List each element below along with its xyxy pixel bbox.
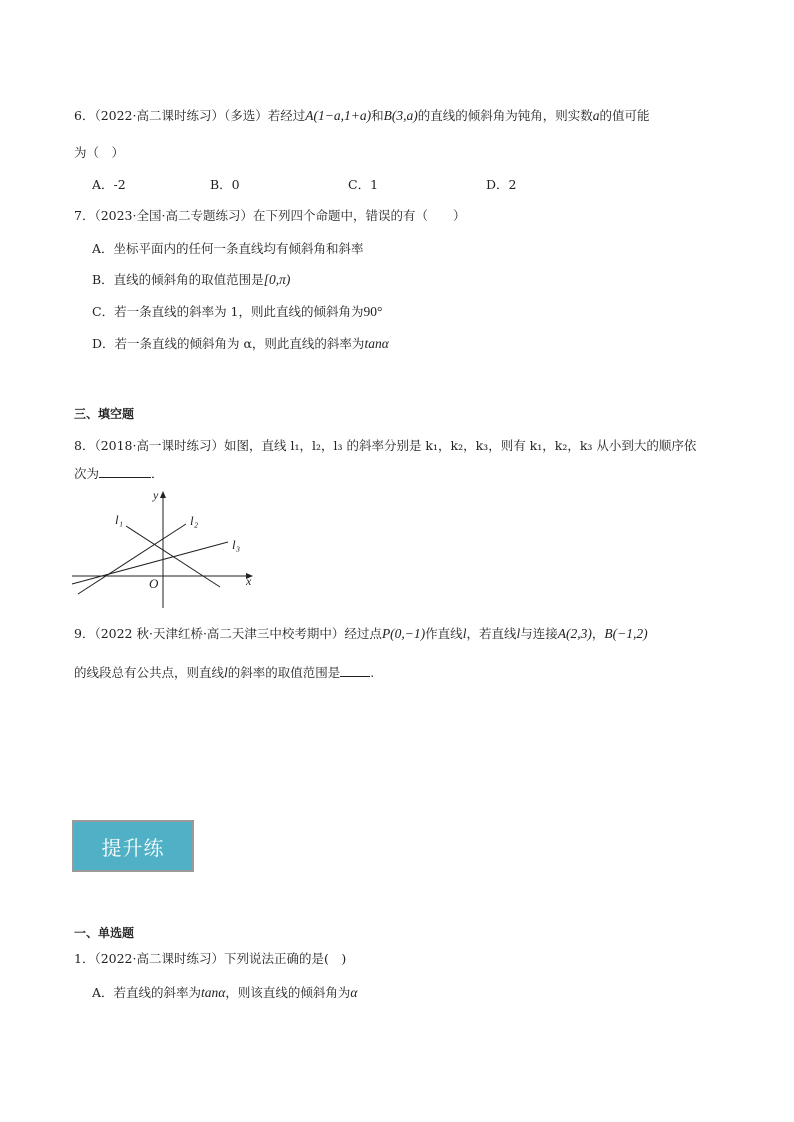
q7-option-b-text: B．直线的倾斜角的取值范围是 (92, 272, 264, 287)
q7-option-b (92, 271, 290, 289)
q6-options (92, 176, 612, 194)
q9-comma: ， (591, 626, 605, 641)
q9-point-a: A(2,3) (557, 626, 592, 641)
q6-option-c: C．1 (348, 177, 379, 192)
q9-line2 (74, 664, 374, 682)
q6-text-c: 的直线的倾斜角为钝角，则实数 (417, 108, 593, 123)
q7-option-d-text: D．若一条直线的倾斜角为 α，则此直线的斜率为 (92, 336, 365, 351)
q9-line1 (74, 625, 648, 643)
q8-line2-end: ． (151, 466, 164, 481)
answer-blank (99, 465, 151, 478)
q6-text-and: 和 (371, 108, 384, 123)
q6-var-a: a (592, 108, 600, 123)
y-axis-label: y (153, 488, 159, 502)
q9-line2-a: 的线段总有公共点，则直线 (74, 665, 225, 680)
q1-option-a-text2: ，则该直线的倾斜角为 (225, 985, 351, 1000)
q6-option-a: A．-2 (92, 177, 126, 192)
origin-label: O (149, 576, 159, 591)
q6-point-b: B(3,a) (383, 108, 418, 123)
q9-var-l2: l (516, 626, 521, 641)
q7-stem: 7．（2023·全国·高二专题练习）在下列四个命题中，错误的有（ ） (74, 208, 466, 223)
q7-option-d-math: tanα (364, 336, 389, 351)
q6-text-d: 的值可能 (599, 108, 650, 123)
q7-option-b-math: [0,π) (263, 272, 291, 287)
section-heading-fill-blank: 三、填空题 (74, 407, 135, 421)
q9-text-a: 9．（2022 秋·天津红桥·高二天津三中校考期中）经过点 (74, 626, 382, 641)
q1-option-a-math2: α (350, 985, 358, 1000)
q6-option-b: B．0 (210, 177, 240, 192)
q1-option-a-math1: tanα (201, 985, 226, 1000)
l3-label: l₃ (232, 537, 241, 552)
q9-point-p: P(0,−1) (381, 626, 426, 641)
q7-option-c-math: 90° (363, 304, 383, 319)
q8-line2 (74, 465, 164, 483)
l2-label: l₂ (190, 513, 199, 528)
q1-option-a-text: A．若直线的斜率为 (92, 985, 202, 1000)
q7-option-c-text: C．若一条直线的斜率为 1，则此直线的倾斜角为 (92, 304, 364, 319)
q6-line2: 为（ ） (74, 145, 125, 160)
q7-option-d (92, 335, 389, 353)
q7-option-c (92, 303, 382, 321)
q9-text-c: ，若直线 (466, 626, 517, 641)
q8-line1: 8．（2018·高一课时练习）如图，直线 l₁，l₂，l₃ 的斜率分别是 k₁，k₂，k₃，则有 k₁，k₂，k₃ 从小到大的顺序依 (74, 438, 697, 453)
q8-figure (66, 488, 266, 614)
line-l2 (78, 524, 186, 594)
q9-line2-end: . (370, 665, 375, 680)
section-heading-single-choice: 一、单选题 (74, 926, 135, 940)
section-badge: 提升练 (72, 820, 194, 872)
q9-line2-b: 的斜率的取值范围是 (227, 665, 341, 680)
q7-option-a: A．坐标平面内的任何一条直线均有倾斜角和斜率 (92, 241, 364, 256)
q1-option-a (92, 984, 357, 1002)
q8-line2-text: 次为 (74, 466, 100, 481)
q9-text-d: 与连接 (520, 626, 558, 641)
q6-line1 (74, 107, 650, 125)
q9-var-l: l (462, 626, 467, 641)
q6-text: 6．（2022·高二课时练习）（多选）若经过 (74, 108, 306, 123)
q9-point-b: B(−1,2) (604, 626, 648, 641)
q1-stem: 1．（2022·高二课时练习）下列说法正确的是( ) (74, 951, 347, 966)
q6-point-a: A(1−a,1+a) (305, 108, 372, 123)
x-axis-label: x (246, 574, 252, 588)
l1-label: l₁ (115, 512, 124, 527)
q9-var-l3: l (224, 665, 228, 680)
answer-blank (340, 664, 370, 677)
q6-option-d: D．2 (486, 177, 517, 192)
q9-text-b: 作直线 (425, 626, 463, 641)
